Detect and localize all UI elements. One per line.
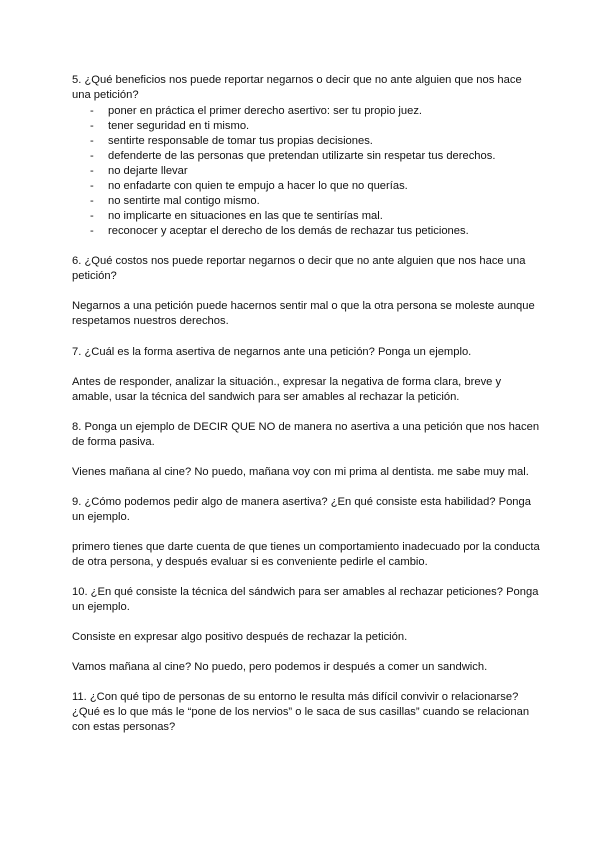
list-item — [90, 179, 520, 194]
list-item — [90, 209, 520, 224]
question-9: 9. ¿Cómo podemos pedir algo de manera asertiva? ¿En qué consiste esta habilidad? Ponga un ejemplo. — [72, 496, 531, 523]
bullet-dash: - — [90, 180, 94, 192]
benefits-list — [90, 104, 520, 239]
list-item-text: tener seguridad en ti mismo. — [108, 120, 250, 132]
list-item — [90, 224, 520, 239]
list-item — [90, 164, 520, 179]
list-item-text: sentirte responsable de tomar tus propias decisiones. — [108, 135, 373, 147]
question-7: 7. ¿Cuál es la forma asertiva de negarnos ante una petición? Ponga un ejemplo. — [72, 346, 472, 358]
answer-7: Antes de responder, analizar la situación., expresar la negativa de forma clara, breve y amable, usar la técnica del sandwich para ser amables al rechazar la petición. — [72, 376, 502, 403]
list-item-text: no sentirte mal contigo mismo. — [108, 195, 260, 207]
question-6: 6. ¿Qué costos nos puede reportar negarnos o decir que no ante alguien que nos hace una petición? — [72, 255, 526, 282]
question-11: 11. ¿Con qué tipo de personas de su entorno le resulta más difícil convivir o relacionarse? ¿Qué es lo que más le “pone de los nervios” o le saca de sus casillas” cuando se relacionan con estas personas? — [72, 691, 530, 733]
list-item-text: no implicarte en situaciones en las que te sentirías mal. — [108, 210, 383, 222]
list-item — [90, 194, 520, 209]
question-8: 8. Ponga un ejemplo de DECIR QUE NO de manera no asertiva a una petición que nos hacen de forma pasiva. — [72, 421, 540, 448]
question-5: 5. ¿Qué beneficios nos puede reportar negarnos o decir que no ante alguien que nos hace una petición? — [72, 74, 522, 101]
list-item-text: no enfadarte con quien te empujo a hacer lo que no querías. — [108, 180, 408, 192]
example-10: Vamos mañana al cine? No puedo, pero podemos ir después a comer un sandwich. — [72, 661, 488, 673]
answer-6: Negarnos a una petición puede hacernos sentir mal o que la otra persona se moleste aunque respetamos nuestros derechos. — [72, 300, 535, 327]
list-item — [90, 134, 520, 149]
bullet-dash: - — [90, 165, 94, 177]
bullet-dash: - — [90, 210, 94, 222]
list-item — [90, 119, 520, 134]
list-item — [90, 149, 520, 164]
bullet-dash: - — [90, 150, 94, 162]
answer-8: Vienes mañana al cine? No puedo, mañana voy con mi prima al dentista. me sabe muy mal. — [72, 466, 529, 478]
bullet-dash: - — [90, 105, 94, 117]
list-item — [90, 104, 520, 119]
question-10: 10. ¿En qué consiste la técnica del sándwich para ser amables al rechazar peticiones? Ponga un ejemplo. — [72, 586, 539, 613]
bullet-dash: - — [90, 120, 94, 132]
bullet-dash: - — [90, 195, 94, 207]
bullet-dash: - — [90, 225, 94, 237]
list-item-text: defenderte de las personas que pretendan utilizarte sin respetar tus derechos. — [108, 150, 496, 162]
list-item-text: poner en práctica el primer derecho asertivo: ser tu propio juez. — [108, 105, 423, 117]
list-item-text: reconocer y aceptar el derecho de los demás de rechazar tus peticiones. — [108, 225, 469, 237]
answer-9: primero tienes que darte cuenta de que tienes un comportamiento inadecuado por la conducta de otra persona, y después evaluar si es conveniente pedirle el cambio. — [72, 541, 540, 568]
answer-10: Consiste en expresar algo positivo después de rechazar la petición. — [72, 631, 408, 643]
list-item-text: no dejarte llevar — [108, 165, 188, 177]
bullet-dash: - — [90, 135, 94, 147]
